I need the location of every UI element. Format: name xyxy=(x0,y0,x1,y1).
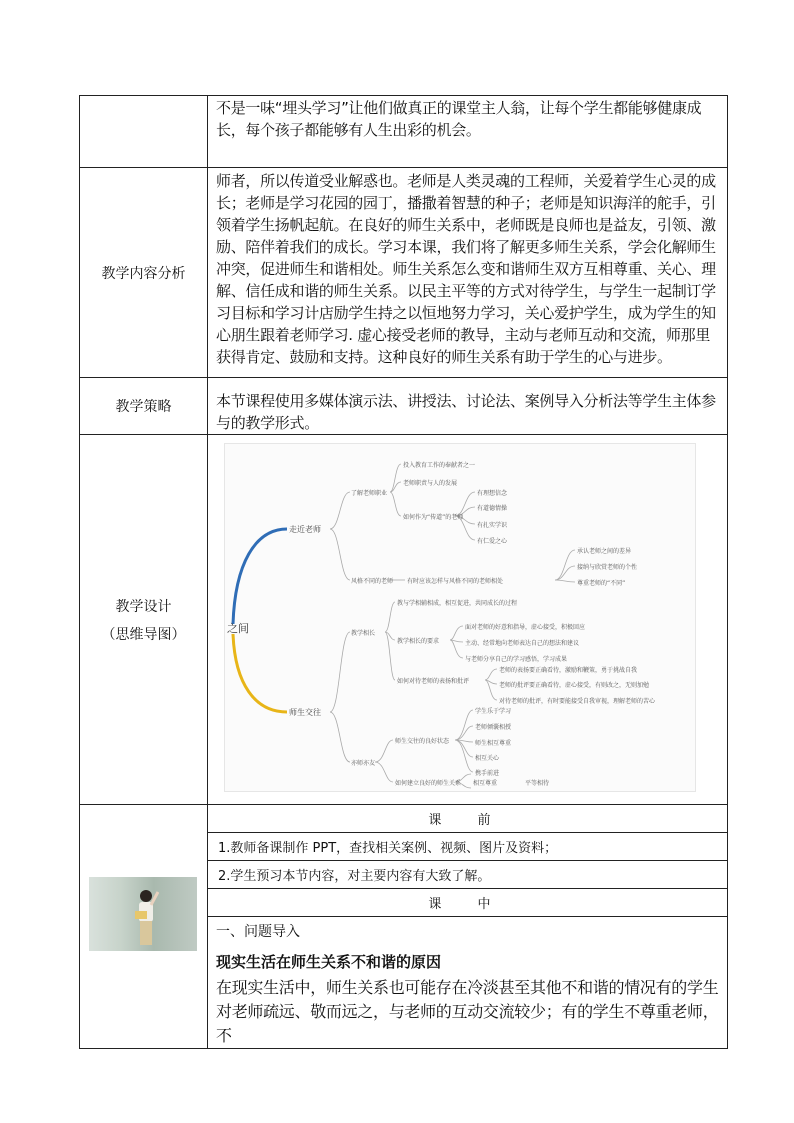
mm-t1b: 教学相长的要求 xyxy=(397,638,440,645)
mm-t2a: 老师的表扬要正确看待，激励和鞭策，勇于挑战自我 xyxy=(499,667,638,674)
mm-n3: 如何作为“传道”的老师 xyxy=(403,514,464,521)
photo-cell xyxy=(80,805,208,1049)
mm-t1: 教学相长 xyxy=(351,630,376,637)
mindmap-lines xyxy=(225,444,695,791)
mm-s1c: 尊重老师的“不同” xyxy=(577,580,626,587)
content-analysis-label: 教学内容分析 xyxy=(80,168,208,378)
mm-n2: 老师职责与人的发展 xyxy=(403,480,458,487)
mm-n3d: 有仁爱之心 xyxy=(477,538,508,545)
mm-t1b3: 与老师分享自己的学习感悟，学习成果 xyxy=(465,656,568,663)
mindmap xyxy=(224,443,696,792)
mm-u1a5: 携手前进 xyxy=(475,770,500,777)
teacher-figure-icon xyxy=(133,887,159,947)
mm-u1b1: 相互尊重 xyxy=(473,780,498,787)
mm-u1b: 如何建立良好的师生关系 xyxy=(395,780,462,787)
branch-line-1 xyxy=(233,529,287,624)
mm-branch2: 师生交往 xyxy=(289,708,321,717)
strategy-cell xyxy=(208,378,728,435)
mm-know: 了解老师职业 xyxy=(351,490,388,497)
before-item-1: 1.教师备课制作 PPT，查找相关案例、视频、图片及资料； xyxy=(208,833,727,861)
strategy-text: 本节课程使用多媒体演示法、讲授法、讨论法、案例导入分析法等学生主体参与的教学形式。 xyxy=(216,392,716,432)
before-item-2: 2.学生预习本节内容，对主要内容有大致了解。 xyxy=(208,861,727,889)
mm-t1b1: 面对老师的好意和指导，虚心接受，积极回应 xyxy=(465,624,586,631)
lesson-plan-table xyxy=(79,95,728,1049)
process-paragraph: 在现实生活中，师生关系也可能存在冷淡甚至其他不和谐的情况有的学生对老师疏远、敬而远之，与老师的互动交流较少；有的学生不尊重老师，不 xyxy=(216,978,719,1045)
mm-t2: 如何对待老师的表扬和批评 xyxy=(397,678,470,685)
mm-t2c: 对待老师的批评，有时要能接受自我审视，理解老师的苦心 xyxy=(499,698,656,705)
process-cell xyxy=(208,805,728,1049)
mm-u1a3: 师生相互尊重 xyxy=(475,740,512,747)
before-class-title: 课 前 xyxy=(208,805,727,833)
section-1-title: 一、问题导入 xyxy=(216,924,300,940)
intro-text: 不是一味“埋头学习”让他们做真正的课堂主人翁，让每个学生都能够健康成长，每个孩子都能够有人生出彩的机会。 xyxy=(216,99,702,139)
during-class-title: 课 中 xyxy=(208,889,727,917)
design-label-sub: （思维导图） xyxy=(101,626,186,643)
mm-n3b: 有道德情操 xyxy=(477,505,508,512)
mindmap-root: 之间 xyxy=(227,622,249,635)
strategy-label: 教学策略 xyxy=(80,378,208,435)
mm-n3a: 有理想信念 xyxy=(477,490,508,497)
intro-cell xyxy=(208,96,728,168)
teacher-photo xyxy=(89,877,197,951)
content-analysis-text: 师者，所以传道受业解惑也。老师是人类灵魂的工程师，关爱着学生心灵的成长；老师是学习花园的园丁，播撒着智慧的种子；老师是知识海洋的舵手，引领着学生扬帆起航。在良好的师生关系中，老师既是良师也是益友，引领、激励、陪伴着我们的成长。学习本课，我们将了解更多师生关系，学会化解师生冲突，促进师生和谐相处。师生关系怎么变和谐师生双方互相尊重、关心、理解、信任成和谐的师生关系。以民主平等的方式对待学生，与学生一起制订学习目标和学习计店励学生持之以恒地努力学习，关心爱护学生，成为学生的知心朋生跟着老师学习. 虚心接受老师的教导，主动与老师互动和交流，师那里获得肯定、鼓励和支持。这种良好的师生关系有助于学生的心与进步。 xyxy=(216,172,716,366)
mm-u1: 亦师亦友 xyxy=(351,760,376,767)
label-empty xyxy=(80,96,208,168)
mindmap-cell xyxy=(208,435,728,805)
mm-t1b2: 主动、经常地向老师表达自己的想法和建议 xyxy=(465,640,580,647)
design-label-cell xyxy=(80,435,208,805)
mm-u1a: 师生交往的良好状态 xyxy=(395,738,450,745)
content-analysis-cell xyxy=(208,168,728,378)
design-label: 教学设计 xyxy=(115,598,172,615)
subheading: 现实生活在师生关系不和谐的原因 xyxy=(216,953,442,971)
mm-u1a1: 学生乐于学习 xyxy=(475,708,512,715)
mm-u1a2: 老师倾囊相授 xyxy=(475,724,512,731)
mm-s1: 有时应该怎样与风格不同的老师相处 xyxy=(407,578,504,585)
mm-t2b: 老师的批评要正确看待，虚心接受，有则改之，无则加勉 xyxy=(499,682,650,689)
mm-u1a4: 相互关心 xyxy=(475,755,500,762)
mm-s1a: 承认老师之间的差异 xyxy=(577,548,632,555)
mm-branch1: 走近老师 xyxy=(289,525,321,534)
mm-s1b: 接纳与欣赏老师的个性 xyxy=(577,564,638,571)
mm-u1b2: 平等相待 xyxy=(525,780,550,787)
mm-styles: 风格不同的老师 xyxy=(351,578,394,585)
branch-line-2 xyxy=(233,634,287,712)
mm-n1: 投入教育工作的奉献者之一 xyxy=(403,462,476,469)
mm-t1a: 教与学相辅相成，相互促进，共同成长的过程 xyxy=(397,600,518,607)
mm-n3c: 有扎实学识 xyxy=(477,522,508,529)
